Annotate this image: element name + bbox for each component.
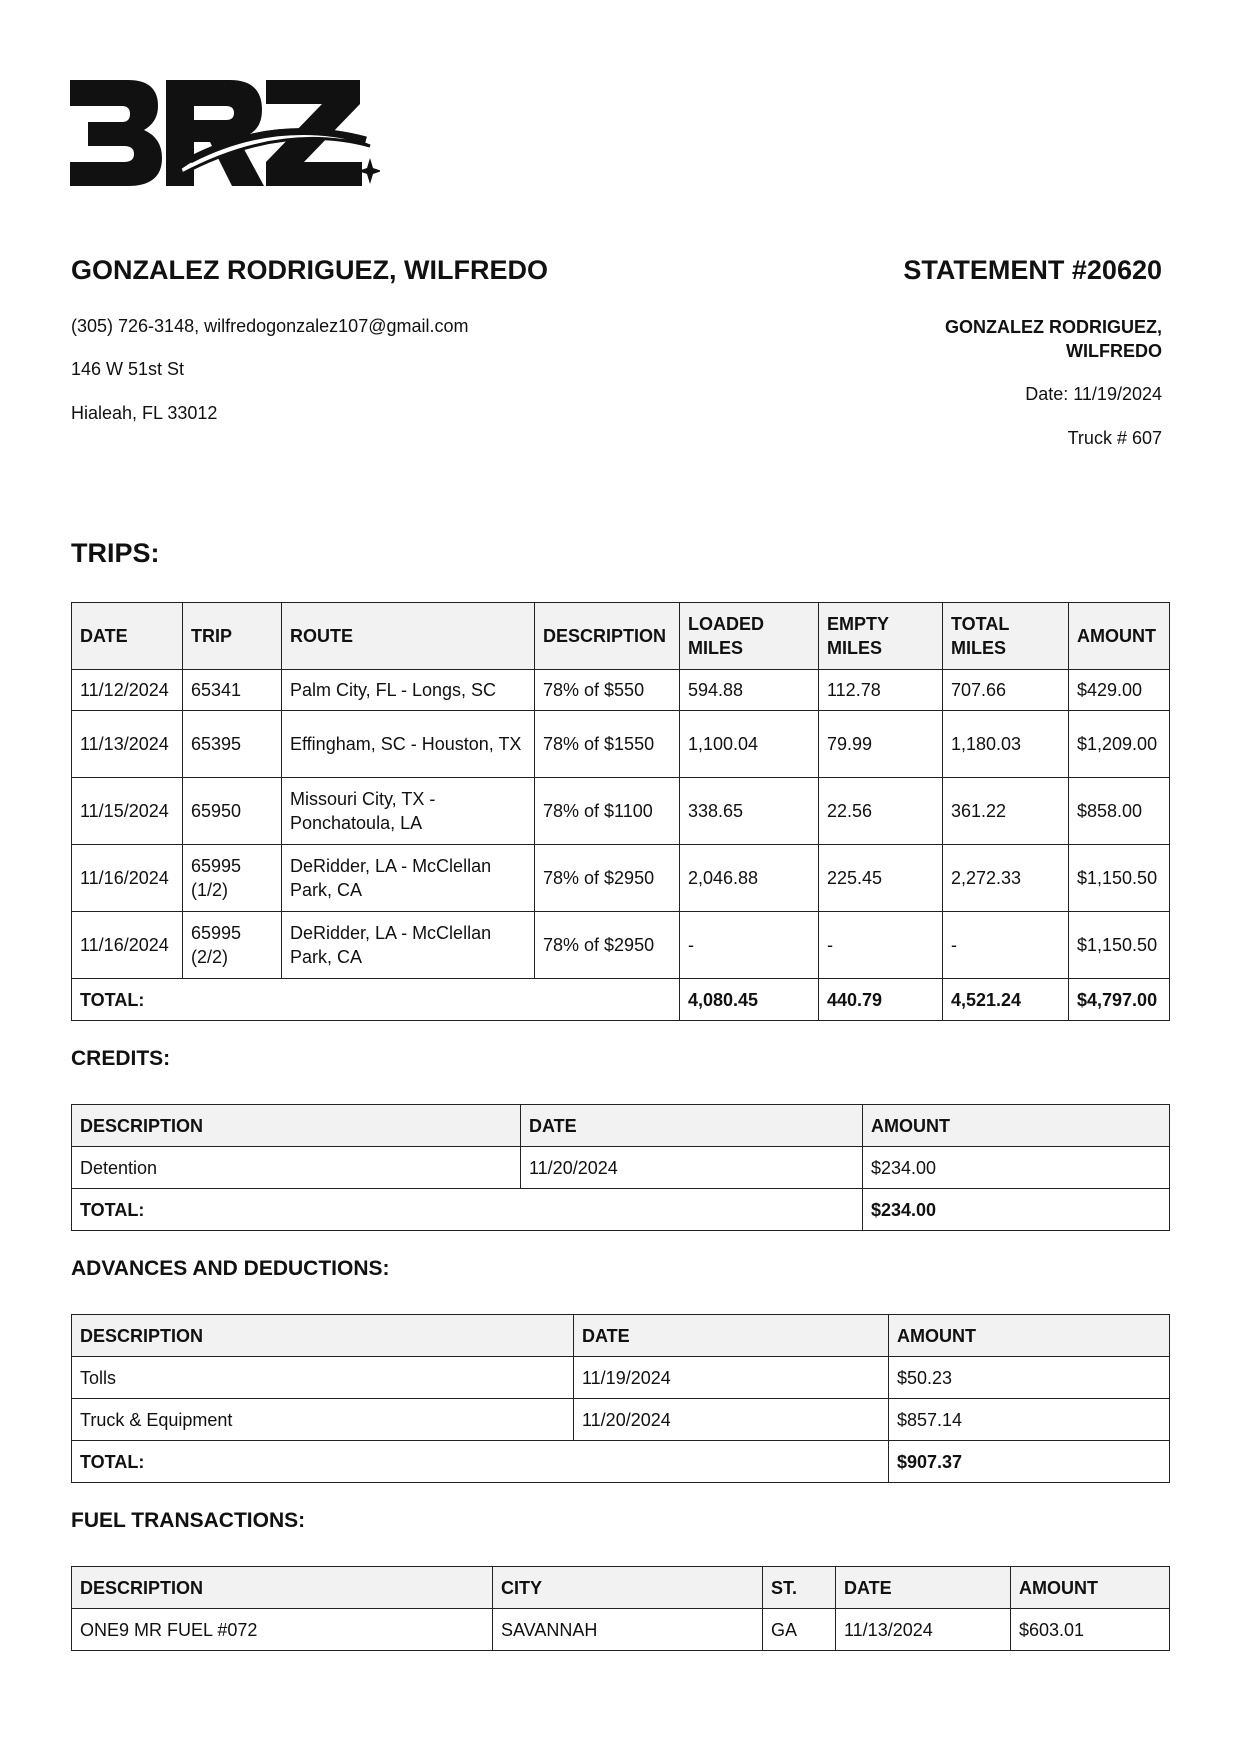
col-header-amount: AMOUNT bbox=[863, 1105, 1170, 1147]
trip-loaded-miles: - bbox=[680, 912, 819, 979]
col-header-trip: TRIP bbox=[183, 603, 282, 670]
driver-address-line1: 146 W 51st St bbox=[71, 359, 185, 379]
col-header-description: DESCRIPTION bbox=[535, 603, 680, 670]
credits-table bbox=[71, 1104, 1170, 1231]
trip-empty-miles: 225.45 bbox=[819, 845, 943, 912]
total-miles: 4,521.24 bbox=[943, 979, 1069, 1021]
credit-date: 11/20/2024 bbox=[521, 1147, 863, 1189]
trip-empty-miles: 79.99 bbox=[819, 711, 943, 778]
trip-total-miles: 2,272.33 bbox=[943, 845, 1069, 912]
trip-route: DeRidder, LA - McClellan Park, CA bbox=[282, 912, 535, 979]
fuel-header-row bbox=[72, 1567, 1170, 1609]
total-amount: $4,797.00 bbox=[1069, 979, 1170, 1021]
deductions-header-row bbox=[72, 1315, 1170, 1357]
col-header-empty-miles: EMPTY MILES bbox=[819, 603, 943, 670]
table-row bbox=[72, 778, 1170, 845]
col-header-loaded-miles: LOADED MILES bbox=[680, 603, 819, 670]
col-header-city: CITY bbox=[493, 1567, 763, 1609]
credit-amount: $234.00 bbox=[863, 1147, 1170, 1189]
trips-table bbox=[71, 602, 1170, 1021]
trip-number: 65995 (2/2) bbox=[183, 912, 282, 979]
trip-description: 78% of $550 bbox=[535, 670, 680, 711]
trip-date: 11/12/2024 bbox=[72, 670, 183, 711]
fuel-heading: FUEL TRANSACTIONS: bbox=[71, 1509, 306, 1532]
trip-total-miles: - bbox=[943, 912, 1069, 979]
trip-empty-miles: 112.78 bbox=[819, 670, 943, 711]
deduction-amount: $50.23 bbox=[889, 1357, 1170, 1399]
trip-amount: $1,150.50 bbox=[1069, 912, 1170, 979]
col-header-date: DATE bbox=[72, 603, 183, 670]
fuel-date: 11/13/2024 bbox=[836, 1609, 1011, 1651]
table-row bbox=[72, 1609, 1170, 1651]
total-amount: $234.00 bbox=[863, 1189, 1170, 1231]
credits-header-row bbox=[72, 1105, 1170, 1147]
trip-route: Palm City, FL - Longs, SC bbox=[282, 670, 535, 711]
col-header-total-miles: TOTAL MILES bbox=[943, 603, 1069, 670]
trip-description: 78% of $1100 bbox=[535, 778, 680, 845]
fuel-city: SAVANNAH bbox=[493, 1609, 763, 1651]
col-header-description: DESCRIPTION bbox=[72, 1567, 493, 1609]
trip-amount: $1,150.50 bbox=[1069, 845, 1170, 912]
deduction-date: 11/19/2024 bbox=[574, 1357, 889, 1399]
trip-amount: $429.00 bbox=[1069, 670, 1170, 711]
deductions-total-row bbox=[72, 1441, 1170, 1483]
truck-number: Truck # 607 bbox=[1067, 428, 1162, 448]
credits-total-row bbox=[72, 1189, 1170, 1231]
credit-description: Detention bbox=[72, 1147, 521, 1189]
deduction-description: Truck & Equipment bbox=[72, 1399, 574, 1441]
trip-amount: $858.00 bbox=[1069, 778, 1170, 845]
total-label: TOTAL: bbox=[72, 979, 680, 1021]
table-row bbox=[72, 670, 1170, 711]
trip-date: 11/15/2024 bbox=[72, 778, 183, 845]
trip-number: 65395 bbox=[183, 711, 282, 778]
col-header-date: DATE bbox=[836, 1567, 1011, 1609]
trip-empty-miles: - bbox=[819, 912, 943, 979]
col-header-state: ST. bbox=[763, 1567, 836, 1609]
deduction-date: 11/20/2024 bbox=[574, 1399, 889, 1441]
table-row bbox=[72, 711, 1170, 778]
trip-total-miles: 707.66 bbox=[943, 670, 1069, 711]
trip-date: 11/16/2024 bbox=[72, 845, 183, 912]
driver-name: GONZALEZ RODRIGUEZ, WILFREDO bbox=[71, 255, 548, 285]
trip-total-miles: 361.22 bbox=[943, 778, 1069, 845]
trip-number: 65950 bbox=[183, 778, 282, 845]
trip-date: 11/16/2024 bbox=[72, 912, 183, 979]
trip-route: Effingham, SC - Houston, TX bbox=[282, 711, 535, 778]
trip-loaded-miles: 594.88 bbox=[680, 670, 819, 711]
statement-title: STATEMENT #20620 bbox=[903, 255, 1162, 285]
table-row bbox=[72, 1147, 1170, 1189]
table-row bbox=[72, 845, 1170, 912]
trip-description: 78% of $2950 bbox=[535, 845, 680, 912]
col-header-amount: AMOUNT bbox=[1069, 603, 1170, 670]
fuel-amount: $603.01 bbox=[1011, 1609, 1170, 1651]
col-header-description: DESCRIPTION bbox=[72, 1315, 574, 1357]
deductions-table bbox=[71, 1314, 1170, 1483]
deductions-heading: ADVANCES AND DEDUCTIONS: bbox=[71, 1257, 390, 1280]
table-row bbox=[72, 1399, 1170, 1441]
total-amount: $907.37 bbox=[889, 1441, 1170, 1483]
trip-route: DeRidder, LA - McClellan Park, CA bbox=[282, 845, 535, 912]
trip-number: 65341 bbox=[183, 670, 282, 711]
fuel-state: GA bbox=[763, 1609, 836, 1651]
trip-loaded-miles: 1,100.04 bbox=[680, 711, 819, 778]
trip-date: 11/13/2024 bbox=[72, 711, 183, 778]
col-header-description: DESCRIPTION bbox=[72, 1105, 521, 1147]
driver-address-line2: Hialeah, FL 33012 bbox=[71, 403, 218, 423]
col-header-amount: AMOUNT bbox=[889, 1315, 1170, 1357]
driver-contact: (305) 726-3148, wilfredogonzalez107@gmail.com bbox=[71, 316, 469, 336]
trip-amount: $1,209.00 bbox=[1069, 711, 1170, 778]
total-loaded-miles: 4,080.45 bbox=[680, 979, 819, 1021]
col-header-route: ROUTE bbox=[282, 603, 535, 670]
statement-date: Date: 11/19/2024 bbox=[1025, 384, 1162, 404]
statement-driver-name bbox=[945, 315, 1162, 363]
col-header-date: DATE bbox=[574, 1315, 889, 1357]
total-empty-miles: 440.79 bbox=[819, 979, 943, 1021]
total-label: TOTAL: bbox=[72, 1441, 889, 1483]
deduction-amount: $857.14 bbox=[889, 1399, 1170, 1441]
statement-name-line2: WILFREDO bbox=[1066, 341, 1162, 361]
trip-empty-miles: 22.56 bbox=[819, 778, 943, 845]
trip-description: 78% of $2950 bbox=[535, 912, 680, 979]
col-header-amount: AMOUNT bbox=[1011, 1567, 1170, 1609]
total-label: TOTAL: bbox=[72, 1189, 863, 1231]
fuel-description: ONE9 MR FUEL #072 bbox=[72, 1609, 493, 1651]
table-row bbox=[72, 912, 1170, 979]
statement-name-line1: GONZALEZ RODRIGUEZ, bbox=[945, 317, 1162, 337]
credits-heading: CREDITS: bbox=[71, 1047, 171, 1070]
company-logo bbox=[70, 76, 380, 194]
trip-route: Missouri City, TX - Ponchatoula, LA bbox=[282, 778, 535, 845]
trip-number: 65995 (1/2) bbox=[183, 845, 282, 912]
deduction-description: Tolls bbox=[72, 1357, 574, 1399]
fuel-table bbox=[71, 1566, 1170, 1651]
trip-total-miles: 1,180.03 bbox=[943, 711, 1069, 778]
table-row bbox=[72, 1357, 1170, 1399]
col-header-date: DATE bbox=[521, 1105, 863, 1147]
trip-loaded-miles: 338.65 bbox=[680, 778, 819, 845]
trip-loaded-miles: 2,046.88 bbox=[680, 845, 819, 912]
trips-header-row bbox=[72, 603, 1170, 670]
trips-total-row bbox=[72, 979, 1170, 1021]
trips-heading: TRIPS: bbox=[71, 538, 160, 568]
trip-description: 78% of $1550 bbox=[535, 711, 680, 778]
